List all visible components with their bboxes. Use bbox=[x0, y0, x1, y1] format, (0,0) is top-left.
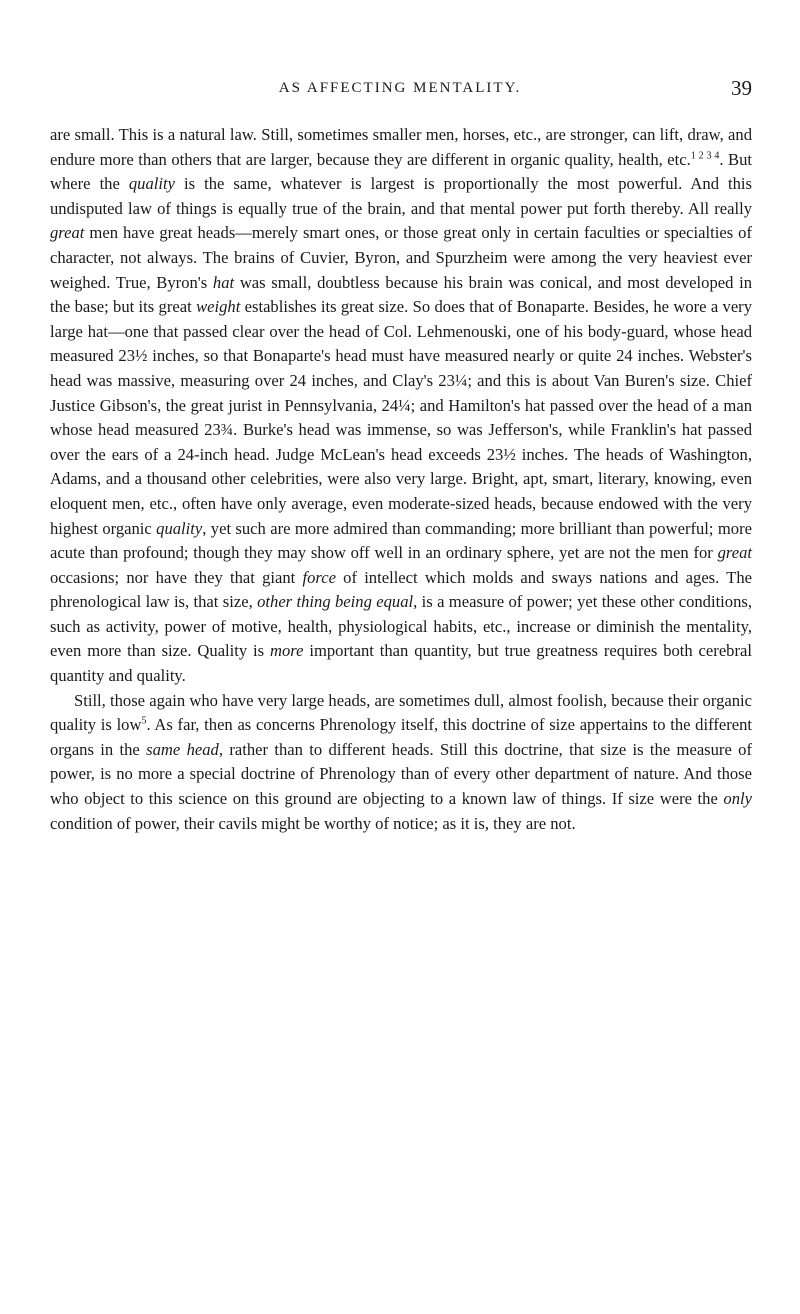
text-run: was small, doubtless because his brain was conical, and most developed in the base; but its great bbox=[50, 272, 752, 317]
text-run: , yet such are more admired than commanding; more brilliant than powerful; more acute than profound; though they may show off well in an ordinary sphere, yet are not the men for bbox=[50, 518, 752, 563]
italic-text: quality bbox=[128, 174, 175, 194]
italic-text: great bbox=[50, 223, 85, 243]
text-run: occasions; nor have they that giant bbox=[50, 567, 303, 587]
text-run: are small. This is a natural law. Still, sometimes smaller men, horses, etc., are stronger, can lift, draw, and endure more than others that are larger, because they are different in organic quality, health, etc. bbox=[50, 125, 752, 169]
page-number: 39 bbox=[731, 76, 752, 100]
text-run: important than quantity, but true greatness requires both cerebral quantity and quality. bbox=[50, 641, 752, 686]
body-text bbox=[50, 123, 752, 836]
text-run: , rather than to different heads. Still this doctrine, that size is the measure of power, is no more a special doctrine of Phrenology than of every other department of nature. And those who object to this science on this ground are objecting to a known law of things. If size were the bbox=[50, 739, 752, 809]
footnote-marker: 1 2 3 4 bbox=[690, 150, 720, 162]
italic-text: great bbox=[717, 543, 752, 563]
italic-text: more bbox=[270, 641, 304, 661]
text-run: is the same, whatever is largest is proportionally the most powerful. And this undisputed law of things is equally true of the brain, and that mental power put forth thereby. All really bbox=[50, 174, 752, 218]
italic-text: quality bbox=[156, 518, 203, 538]
italic-text: only bbox=[723, 789, 752, 809]
italic-text: other thing being equal bbox=[257, 592, 414, 612]
text-run: . As far, then as concerns Phrenology itself, this doctrine of size appertains to the different organs in the bbox=[50, 715, 753, 759]
italic-text: weight bbox=[196, 297, 241, 317]
italic-text: hat bbox=[212, 272, 235, 292]
italic-text: force bbox=[302, 567, 336, 587]
text-run: Still, those again who have very large heads, are sometimes dull, almost foolish, because their organic quality is low bbox=[50, 690, 752, 735]
text-run: men have great heads—merely smart ones, or those great only in certain faculties or specialties of character, not always. The brains of Cuvier, Byron, and Spurzheim were among the very heaviest ever weighed. True, Byron's bbox=[50, 223, 752, 292]
paragraph bbox=[50, 689, 752, 837]
text-run: , is a measure of power; yet these other conditions, such as activity, power of motive, health, physiological habits, etc., increase or diminish the mentality, even more than size. Quality is bbox=[50, 592, 752, 661]
footnote-marker: 5 bbox=[141, 715, 147, 727]
running-head: AS AFFECTING MENTALITY. bbox=[278, 80, 522, 96]
text-run: establishes its great size. So does that of Bonaparte. Besides, he wore a very large hat—one that passed clear over the head of Col. Lehmenouski, one of his body-guard, whose head measured 23½ inches, so that Bonaparte's head must have measured nearly or quite 24 inches. Webster's head was massive, measuring over 24 inches, and Clay's 23¼; and this is about Van Buren's size. Chief Justice Gibson's, the great jurist in Pennsylvania, 24¼; and Hamilton's hat passed over the head of a man whose head measured 23¾. Burke's head was immense, so was Jefferson's, while Franklin's hat passed over the ears of a 24-inch head. Judge McLean's head exceeds 23½ inches. The heads of Washington, Adams, and a thousand other celebrities, were also very large. Bright, apt, smart, literary, knowing, even eloquent men, etc., often have only average, even moderate-sized heads, because endowed with the very highest organic bbox=[50, 297, 753, 538]
text-run: . But where the bbox=[50, 149, 753, 194]
text-run: of intellect which molds and sways nations and ages. The phrenological law is, that size, bbox=[50, 567, 752, 612]
paragraph bbox=[50, 123, 752, 689]
italic-text: same head bbox=[146, 739, 219, 759]
text-run: condition of power, their cavils might be worthy of notice; as it is, they are not. bbox=[50, 813, 576, 833]
